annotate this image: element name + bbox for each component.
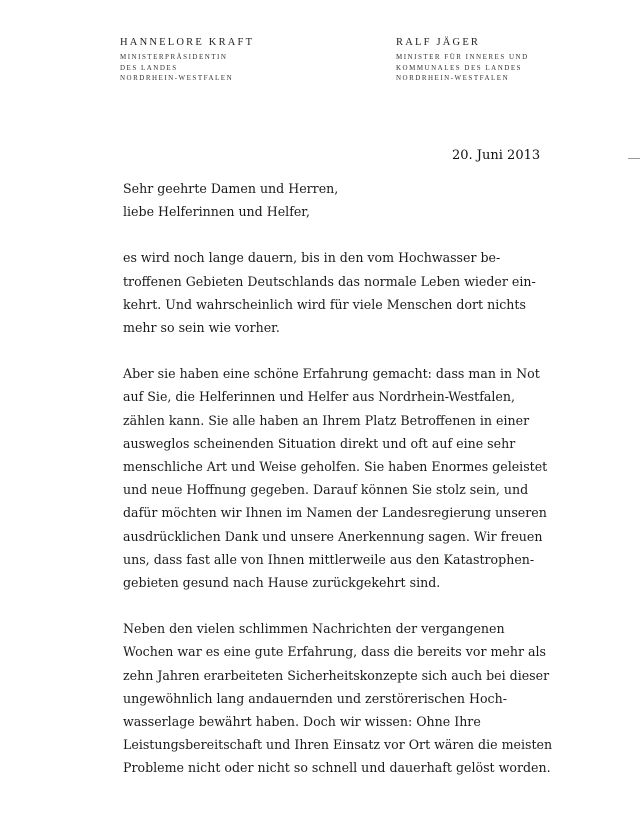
text-line: Probleme nicht oder nicht so schnell und dauerhaft gelöst worden. [123,760,551,776]
sender-right-title [396,52,529,84]
sender-left-name: HANNELORE KRAFT [120,37,255,48]
paragraph-1 [123,246,553,339]
text-line: Wochen war es eine gute Erfahrung, dass die bereits vor mehr als [123,644,547,660]
salutation-line: Sehr geehrte Damen und Herren, [123,181,339,196]
salutation-line: liebe Helferinnen und Helfer, [123,204,310,220]
sender-right-title-line: KOMMUNALES DES LANDES [396,63,523,72]
text-line: zählen kann. Sie alle haben an Ihrem Platz Betroffenen in einer [123,412,530,428]
letter-date: 20. Juni 2013 [452,148,541,163]
sender-left-title-line: MINISTERPRÄSIDENTIN [120,53,228,61]
sender-right [396,36,529,84]
text-line: ausweglos scheinenden Situation direkt und oft auf eine sehr [123,435,516,451]
text-line: ungewöhnlich lang andauernden und zerstörerischen Hoch- [123,690,507,706]
salutation [123,177,553,223]
text-line: Aber sie haben eine schöne Erfahrung gemacht: dass man in Not [123,366,540,382]
text-line: Leistungsbereitschaft und Ihren Einsatz vor Ort wären die meisten [123,737,553,753]
sender-right-title-line: MINISTER FÜR INNERES UND [396,53,529,61]
sender-left [120,36,254,84]
text-line: Neben den vielen schlimmen Nachrichten der vergangenen [123,621,505,637]
text-line: und neue Hoffnung gegeben. Darauf können Sie stolz sein, und [123,482,529,498]
text-line: zehn Jahren erarbeiteten Sicherheitskonzepte sich auch bei dieser [123,667,550,683]
text-line: mehr so sein wie vorher. [123,320,280,336]
sender-right-name: RALF JÄGER [396,37,481,48]
sender-left-title-line: DES LANDES [120,63,178,72]
sender-left-title-line: NORDRHEIN-WESTFALEN [120,74,234,82]
fold-mark [628,158,640,159]
text-line: dafür möchten wir Ihnen im Namen der Landesregierung unseren [123,505,547,521]
sender-right-title-line: NORDRHEIN-WESTFALEN [396,74,510,82]
paragraph-3 [123,617,553,779]
text-line: kehrt. Und wahrscheinlich wird für viele Menschen dort nichts [123,296,526,312]
text-line: ausdrücklichen Dank und unsere Anerkennung sagen. Wir freuen [123,528,543,544]
paragraph-2 [123,362,553,594]
text-line: troffenen Gebieten Deutschlands das normale Leben wieder ein- [123,273,536,289]
text-line: es wird noch lange dauern, bis in den vom Hochwasser be- [123,250,501,266]
sender-left-title [120,52,254,84]
text-line: gebieten gesund nach Hause zurückgekehrt sind. [123,575,441,591]
letter-body [123,177,553,803]
text-line: wasserlage bewährt haben. Doch wir wissen: Ohne Ihre [123,714,481,730]
text-line: uns, dass fast alle von Ihnen mittlerweile aus den Katastrophen- [123,551,535,567]
text-line: menschliche Art und Weise geholfen. Sie haben Enormes geleistet [123,459,548,475]
text-line: auf Sie, die Helferinnen und Helfer aus Nordrhein-Westfalen, [123,389,515,405]
